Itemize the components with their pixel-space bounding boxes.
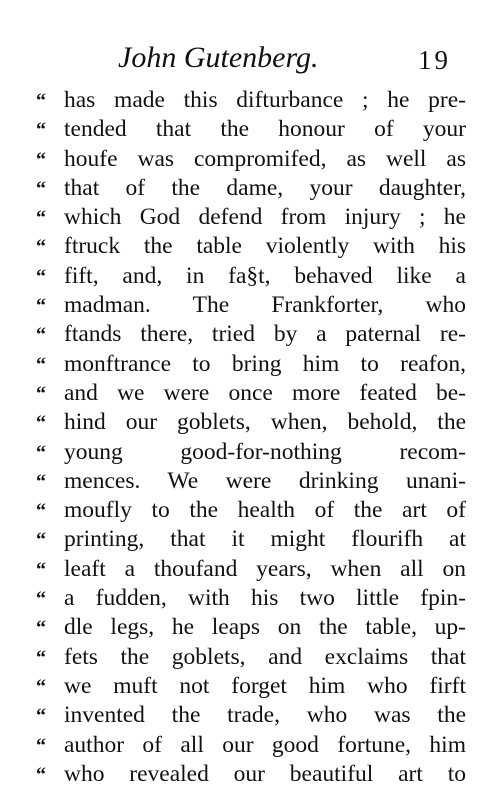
text-line <box>36 320 466 349</box>
line-text: author of all our good fortune, him <box>64 731 466 758</box>
quote-mark: “ <box>36 441 46 464</box>
quote-mark: “ <box>36 470 46 493</box>
text-line <box>36 584 466 613</box>
line-text: tended that the honour of your <box>64 116 466 143</box>
text-line <box>36 438 466 467</box>
text-line <box>36 115 466 144</box>
line-text: that of the dame, your daughter, <box>64 174 466 201</box>
quote-mark: “ <box>36 558 46 581</box>
text-line <box>36 467 466 496</box>
text-line <box>36 203 466 232</box>
page-number: 19 <box>418 45 451 75</box>
quote-mark: “ <box>36 353 46 376</box>
quote-mark: “ <box>36 529 46 552</box>
running-title: John Gutenberg. <box>118 41 319 74</box>
quote-mark: “ <box>36 119 46 142</box>
quote-mark: “ <box>36 705 46 728</box>
quote-mark: “ <box>36 500 46 523</box>
text-line <box>36 408 466 437</box>
line-text: we muft not forget him who firft <box>64 672 466 699</box>
text-line <box>36 291 466 320</box>
text-line <box>36 613 466 642</box>
quote-mark: “ <box>36 207 46 230</box>
text-line <box>36 525 466 554</box>
quote-mark: “ <box>36 617 46 640</box>
line-text: young good-for-nothing recom- <box>64 438 466 465</box>
line-text: who revealed our beautiful art to <box>64 760 466 787</box>
quote-mark: “ <box>36 763 46 786</box>
text-line <box>36 174 466 203</box>
quote-mark: “ <box>36 412 46 435</box>
quote-mark: “ <box>36 177 46 200</box>
text-line <box>36 701 466 730</box>
quote-mark: “ <box>36 588 46 611</box>
line-text: fets the goblets, and exclaims that <box>64 643 466 670</box>
quote-mark: “ <box>36 324 46 347</box>
line-text: which God defend from injury ; he <box>64 204 466 231</box>
quote-mark: “ <box>36 236 46 259</box>
line-text: printing, that it might flourifh at <box>64 526 466 553</box>
quote-mark: “ <box>36 646 46 669</box>
quote-mark: “ <box>36 382 46 405</box>
text-line <box>36 555 466 584</box>
line-text: dle legs, he leaps on the table, up- <box>64 614 466 641</box>
quote-mark: “ <box>36 265 46 288</box>
quote-mark: “ <box>36 675 46 698</box>
text-line <box>36 262 466 291</box>
line-text: monftrance to bring him to reafon, <box>64 350 466 377</box>
line-text: ftands there, tried by a paternal re- <box>64 321 466 348</box>
line-text: hind our goblets, when, behold, the <box>64 409 466 436</box>
text-line <box>36 350 466 379</box>
quote-mark: “ <box>36 90 46 112</box>
running-head <box>0 40 495 80</box>
text-line <box>36 731 466 760</box>
quote-mark: “ <box>36 295 46 318</box>
text-line <box>36 496 466 525</box>
line-text: moufly to the health of the art of <box>64 497 466 524</box>
text-line <box>36 145 466 174</box>
line-text: ftruck the table violently with his <box>64 233 466 260</box>
quote-mark: “ <box>36 148 46 171</box>
text-line <box>36 379 466 408</box>
line-text: and we were once more feated be- <box>64 379 466 406</box>
line-text: madman. The Frankforter, who <box>64 292 466 319</box>
text-line <box>36 232 466 261</box>
body-text <box>36 86 466 789</box>
text-line <box>36 760 466 789</box>
line-text: a fudden, with his two little fpin- <box>64 585 466 612</box>
text-line <box>36 643 466 672</box>
line-text: has made this difturbance ; he pre- <box>64 87 466 113</box>
line-text: mences. We were drinking unani- <box>64 467 466 494</box>
text-line <box>36 672 466 701</box>
quote-mark: “ <box>36 734 46 757</box>
line-text: leaft a thoufand years, when all on <box>64 555 466 582</box>
line-text: houfe was compromifed, as well as <box>64 145 466 172</box>
text-line <box>36 86 466 115</box>
line-text: invented the trade, who was the <box>64 702 466 729</box>
line-text: fift, and, in fa§t, behaved like a <box>64 262 466 289</box>
